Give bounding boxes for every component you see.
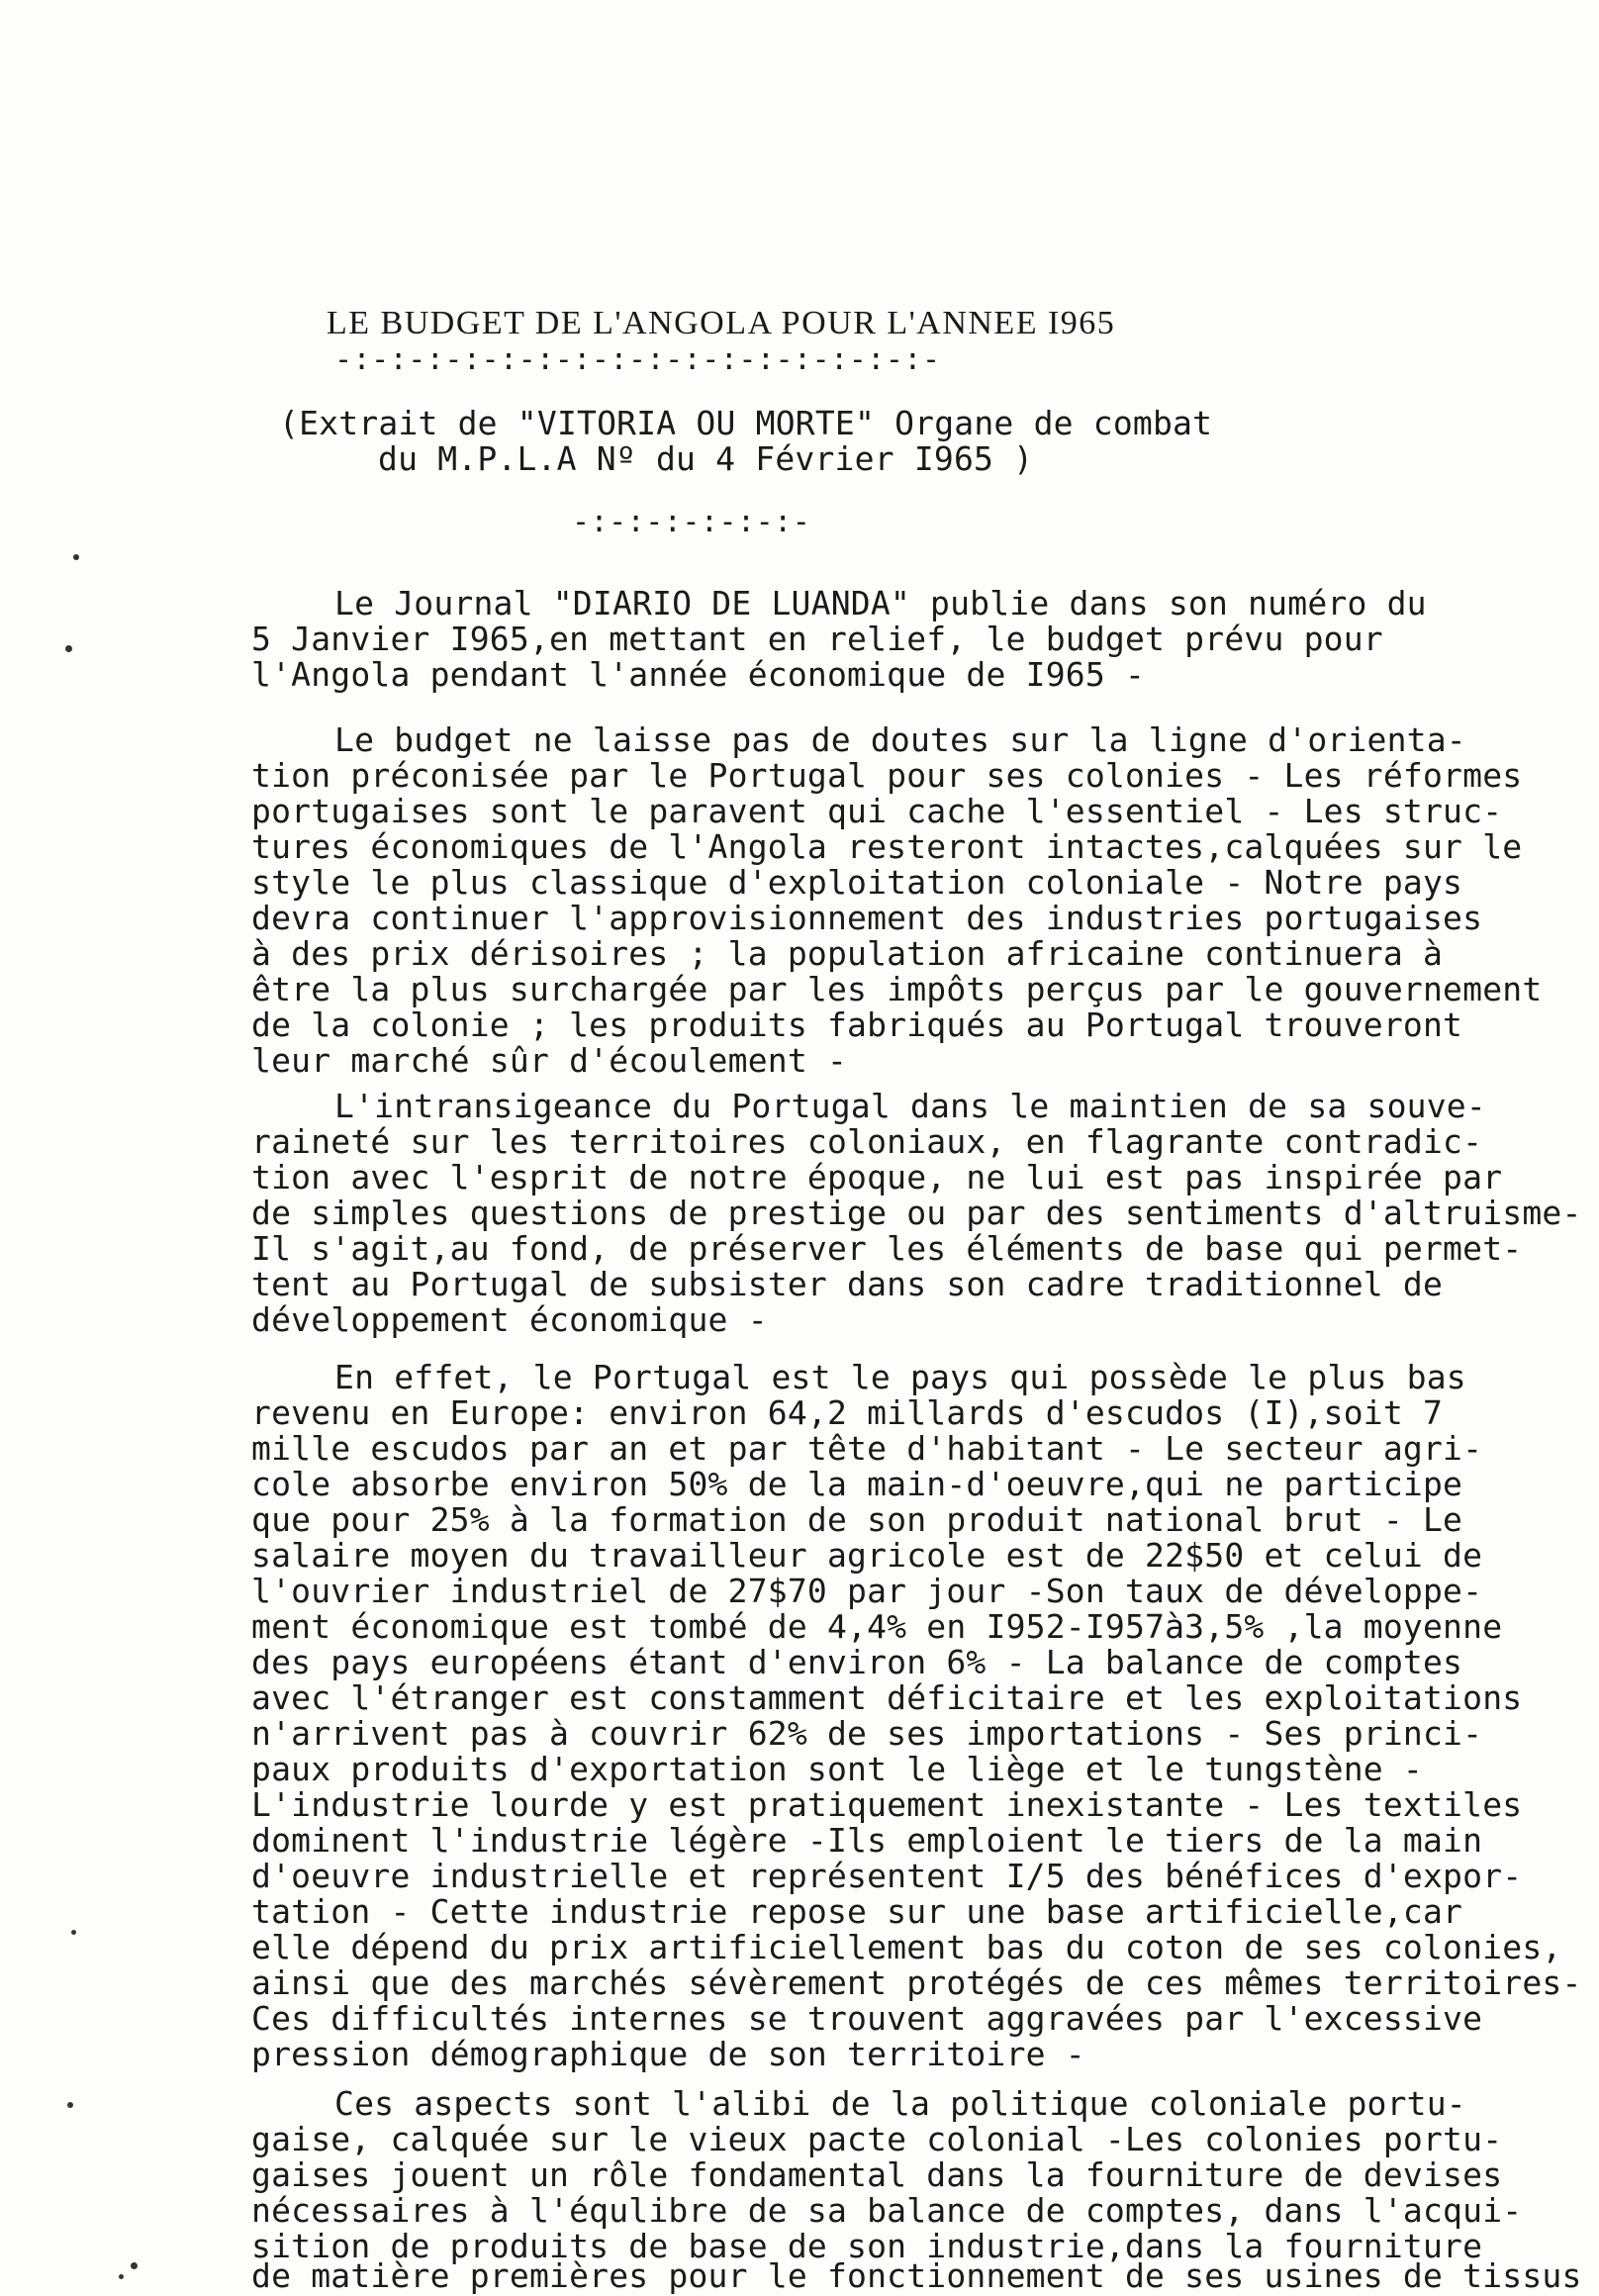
paragraph-line: être la plus surchargée par les impôts perçus par le gouvernement [251,970,1543,1008]
paragraph-line: tation - Cette industrie repose sur une base artificielle,car [251,1892,1463,1931]
paragraph-line: développement économique - [251,1300,768,1339]
paragraph-line: ainsi que des marchés sévèrement protégés de ces mêmes territoires- [251,1963,1582,2002]
paragraph-line: paux produits d'exportation sont le liège et le tungstène - [251,1750,1423,1788]
paragraph-line: cole absorbe environ 50% de la main-d'oeuvre,qui ne participe [251,1465,1463,1503]
paragraph-line: tion préconisée par le Portugal pour ses colonies - Les réformes [251,756,1523,795]
paragraph-line: Ces difficultés internes se trouvent aggravées par l'excessive [251,1999,1483,2038]
paragraph-line: l'ouvrier industriel de 27$70 par jour -Son taux de développe- [251,1572,1483,1610]
paragraph-line: 5 Janvier I965,en mettant en relief, le budget prévu pour [251,620,1383,658]
separator-rule: -:-:-:-:-:-:- [572,505,811,539]
paragraph-line: style le plus classique d'exploitation coloniale - Notre pays [251,863,1463,902]
paragraph-line: leur marché sûr d'écoulement - [251,1041,848,1080]
paragraph-line: nécessaires à l'équlibre de sa balance de comptes, dans l'acqui- [251,2191,1523,2230]
paragraph-line: à des prix dérisoires ; la population africaine continuera à [251,934,1444,973]
paragraph-line: gaise, calquée sur le vieux pacte colonial -Les colonies portu- [251,2120,1503,2158]
paragraph-line: Le budget ne laisse pas de doutes sur la ligne d'orienta- [334,720,1466,759]
paragraph-line: que pour 25% à la formation de son produit national brut - Le [251,1500,1463,1539]
paragraph-line: tent au Portugal de subsister dans son cadre traditionnel de [251,1265,1444,1303]
paragraph-line: L'industrie lourde y est pratiquement inexistante - Les textiles [251,1785,1523,1824]
paragraph-line: L'intransigeance du Portugal dans le maintien de sa souve- [334,1087,1486,1125]
paragraph-line: tures économiques de l'Angola resteront intactes,calquées sur le [251,827,1523,866]
paragraph-line: elle dépend du prix artificiellement bas du coton de ses colonies, [251,1928,1562,1966]
paragraph-line: mille escudos par an et par tête d'habitant - Le secteur agri- [251,1429,1483,1468]
paragraph-line: de matière premières pour le fonctionnement de ses usines de tissus [251,2256,1582,2295]
paragraph-line: revenu en Europe: environ 64,2 millards d'escudos (I),soit 7 [251,1393,1444,1432]
paragraph-line: tion avec l'esprit de notre époque, ne lui est pas inspirée par [251,1158,1503,1196]
subtitle-line-2: du M.P.L.A Nº du 4 Février I965 ) [378,439,1034,478]
paragraph-line: Il s'agit,au fond, de préserver les éléments de base qui permet- [251,1229,1523,1268]
paragraph-line: d'oeuvre industrielle et représentent I/5 des bénéfices d'expor- [251,1857,1523,1895]
paragraph-line: dominent l'industrie légère -Ils emploient le tiers de la main [251,1821,1483,1860]
paragraph-line: l'Angola pendant l'année économique de I965 - [251,655,1146,694]
title-rule: -:-:-:-:-:-:-:-:-:-:-:-:-:-:-:-:- [334,342,941,377]
scan-speck [67,2102,73,2108]
paragraph-line: portugaises sont le paravent qui cache l'essentiel - Les struc- [251,792,1503,830]
paragraph-line: salaire moyen du travailleur agricole est de 22$50 et celui de [251,1536,1483,1575]
paragraph-line: Le Journal "DIARIO DE LUANDA" publie dans son numéro du [334,584,1427,622]
paragraph-line: raineté sur les territoires coloniaux, en flagrante contradic- [251,1122,1483,1161]
paragraph-line: gaises jouent un rôle fondamental dans la fourniture de devises [251,2155,1503,2194]
paragraph-line: des pays européens étant d'environ 6% - La balance de comptes [251,1643,1463,1681]
paragraph-line: n'arrivent pas à couvrir 62% de ses importations - Ses princi- [251,1714,1483,1753]
scan-speck [71,1930,76,1935]
paragraph-line: ment économique est tombé de 4,4% en I952-I957à3,5% ,la moyenne [251,1607,1503,1646]
paragraph-line: de la colonie ; les produits fabriqués au Portugal trouveront [251,1005,1463,1044]
paragraph-line: sition de produits de base de son industrie,dans la fourniture [251,2227,1483,2265]
subtitle-line-1: (Extrait de "VITORIA OU MORTE" Organe de combat [279,404,1213,442]
paragraph-line: pression démographique de son territoire - [251,2035,1085,2073]
paragraph-line: avec l'étranger est constamment déficitaire et les exploitations [251,1678,1523,1717]
scan-speck [131,2262,138,2269]
scan-speck [73,554,79,560]
paragraph-line: devra continuer l'approvisionnement des industries portugaises [251,899,1483,937]
paragraph-line: En effet, le Portugal est le pays qui possède le plus bas [334,1358,1466,1396]
paragraph-line: de simples questions de prestige ou par des sentiments d'altruisme- [251,1194,1582,1232]
scan-speck [119,2274,124,2279]
scan-speck [65,645,72,652]
document-title: LE BUDGET DE L'ANGOLA POUR L'ANNEE I965 [327,305,1116,341]
paragraph-line: Ces aspects sont l'alibi de la politique coloniale portu- [334,2084,1466,2123]
